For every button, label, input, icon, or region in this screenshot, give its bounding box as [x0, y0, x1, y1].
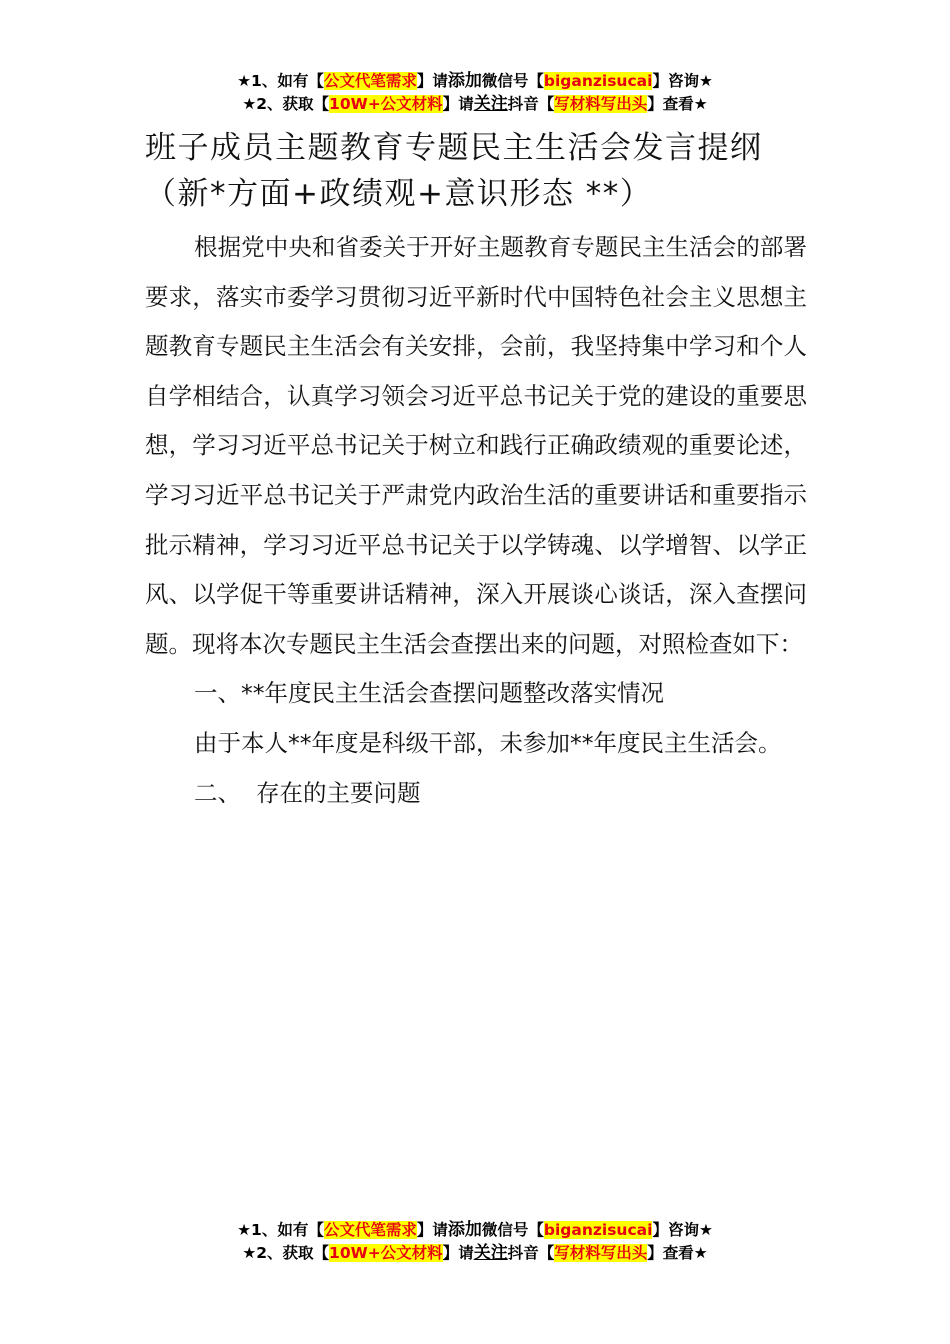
intro-paragraph: 根据党中央和省委关于开好主题教育专题民主生活会的部署要求，落实市委学习贯彻习近平新时代中国特色社会主义思想主题教育专题民主生活会有关安排，会前，我坚持集中学习和个人自学相结合，认真学习领会习近平总书记关于党的建设的重要思想，学习习近平总书记关于树立和践行正确政绩观的重要论述，学习习近平总书记关于严肃党内政治生活的重要讲话和重要指示批示精神，学习习近平总书记关于以学铸魂、以学增智、以学正风、以学促干等重要讲话精神，深入开展谈心谈话，深入查摆问题。现将本次专题民主生活会查摆出来的问题，对照检查如下： [145, 233, 807, 658]
banner-line-1-bottom: ★1、如有【公文代笔需求】请添加微信号【biganzisucai】咨询★ [237, 1220, 713, 1240]
highlight-materials: 10W+公文材料 [329, 95, 443, 113]
highlight-service: 公文代笔需求 [323, 72, 417, 90]
document-body [145, 223, 807, 818]
banner-line-2-bottom: ★2、获取【10W+公文材料】请关注抖音【写材料写出头】查看★ [242, 1243, 708, 1263]
top-banner [0, 70, 950, 116]
section-heading-2: 二、 存在的主要问题 [194, 778, 421, 807]
highlight-wechat-id: biganzisucai [543, 1221, 653, 1239]
highlight-douyin: 写材料写出头 [554, 95, 648, 113]
highlight-wechat-id: biganzisucai [543, 72, 653, 90]
banner-line-1: ★1、如有【公文代笔需求】请添加微信号【biganzisucai】咨询★ [237, 71, 713, 91]
section-1-paragraph: 由于本人**年度是科级干部，未参加**年度民主生活会。 [194, 728, 782, 757]
section-heading-1: 一、**年度民主生活会查摆问题整改落实情况 [194, 679, 664, 708]
document-title: 班子成员主题教育专题民主生活会发言提纲（新*方面+政绩观+意识形态 **） [145, 130, 763, 212]
highlight-douyin: 写材料写出头 [554, 1244, 648, 1262]
banner-line-2: ★2、获取【10W+公文材料】请关注抖音【写材料写出头】查看★ [242, 94, 708, 114]
highlight-service: 公文代笔需求 [323, 1221, 417, 1239]
highlight-materials: 10W+公文材料 [329, 1244, 443, 1262]
bottom-banner [0, 1219, 950, 1265]
